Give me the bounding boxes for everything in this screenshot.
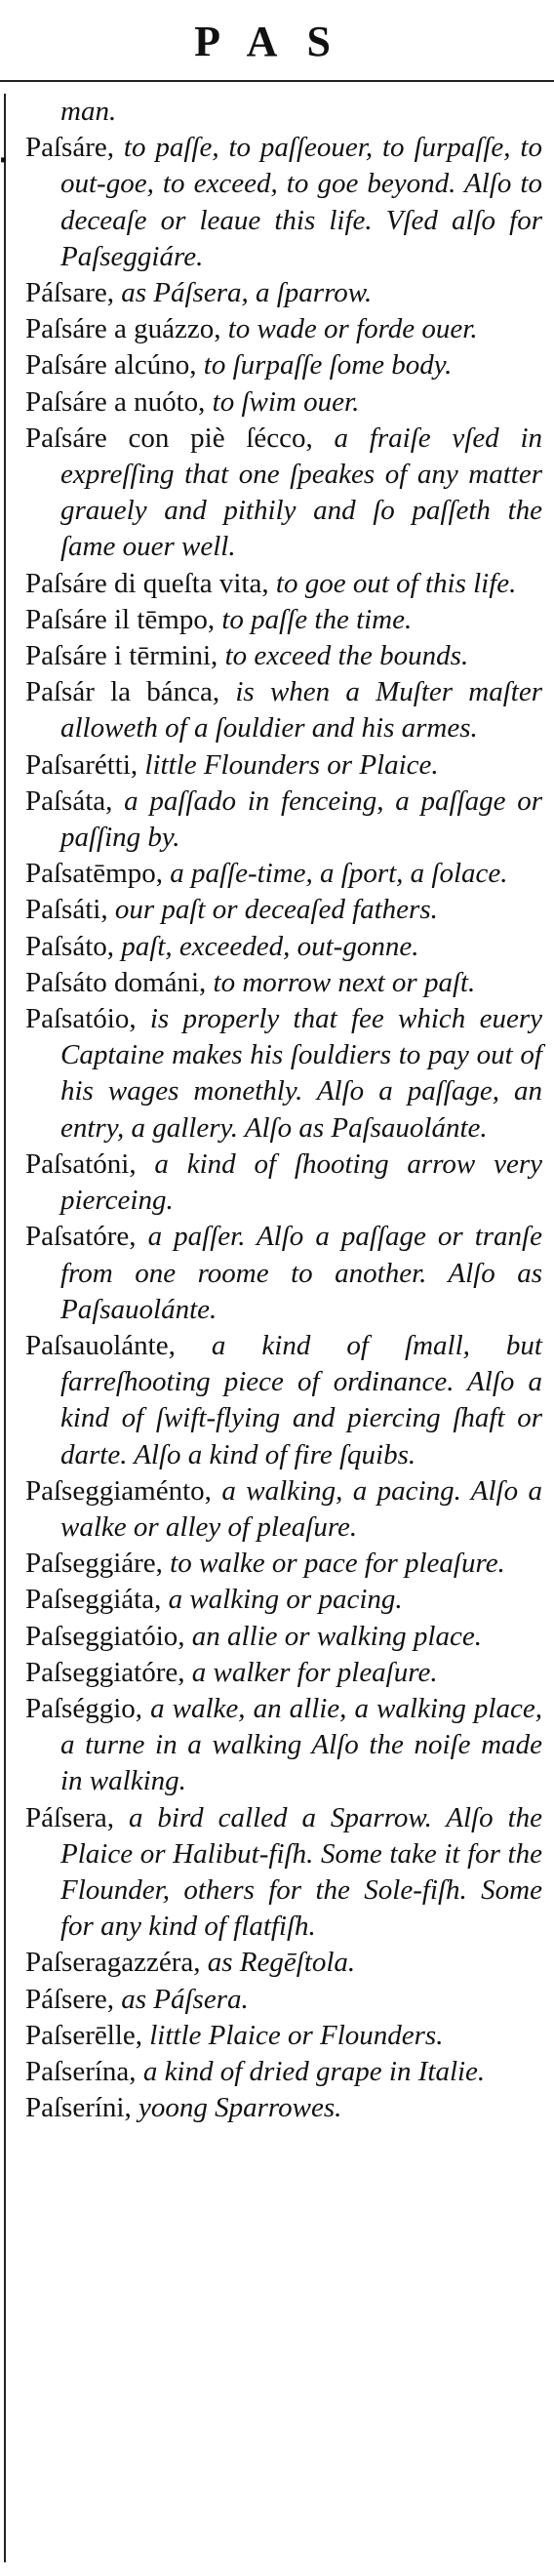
dictionary-entry (25, 1982, 542, 2018)
dictionary-entry (25, 892, 542, 928)
entry-headword: Páſsera, (25, 1801, 129, 1833)
dictionary-entry (25, 1328, 542, 1473)
entry-headword: Paſseggiáta, (25, 1584, 169, 1616)
entry-gloss: as Regēſtola. (207, 1947, 356, 1979)
entry-gloss: a kind of ſhooting arrow very pierceing. (60, 1147, 542, 1217)
entry-headword: Paſsár la bánca, (25, 676, 236, 708)
entry-headword: Paſsatēmpo, (25, 858, 171, 890)
entry-headword: Paſsáti, (25, 894, 115, 926)
entry-headword: Paſserēlle, (25, 2019, 150, 2051)
dictionary-entry (25, 1945, 542, 1981)
entry-gloss: to goe out of this life. (275, 567, 517, 599)
entry-headword: Paſsáre alcúno, (25, 349, 204, 382)
dictionary-entry (25, 929, 542, 965)
entry-headword: Paſséggio, (25, 1692, 151, 1724)
entry-headword: Paſseggiatóio, (25, 1620, 192, 1652)
entry-headword: Páſsere, (25, 1983, 122, 2015)
entry-gloss: as Páſsera, a ſparrow. (121, 277, 373, 309)
entry-headword: Paſseggiatóre, (25, 1656, 192, 1688)
entry-gloss: our paſt or deceaſed fathers. (114, 894, 438, 926)
dictionary-entry (25, 1655, 542, 1691)
entry-gloss: a walker for pleaſure. (191, 1656, 438, 1688)
entry-gloss: a kind of ſmall, but farreſhooting piece of ordinance. Alſo a kind of ſwift-flying and piercing ſhaft or darte. Alſo a kind of fire ſquibs. (60, 1329, 542, 1470)
header-rule (0, 80, 554, 82)
dictionary-entry (25, 638, 542, 674)
entry-gloss: a fraiſe vſed in expreſſing that one ſpeakes of any matter grauely and pithily and ſo paſſeth the ſame ouer well. (60, 422, 543, 563)
entry-gloss: a paſſer. Alſo a paſſage or tranſe from one roome to another. Alſo as Paſsauolánte. (60, 1221, 542, 1325)
dictionary-entry (25, 1147, 542, 1219)
entry-gloss: as Páſsera. (121, 1983, 249, 2015)
entry-headword: Paſsáto, (25, 930, 122, 962)
dictionary-entry (25, 674, 542, 746)
margin-mark: ▪ (0, 149, 8, 171)
entry-headword: Paſsáre a nuóto, (25, 385, 213, 418)
entry-headword: Paſsauolánte, (25, 1329, 212, 1361)
running-head: PAS (194, 18, 360, 65)
entry-gloss: to paſſe, to paſſeouer, to ſurpaſſe, to out-goe, to exceed, to goe beyond. Alſo to deceaſe or leaue this life. Vſed alſo for Paſseggiáre. (60, 132, 542, 272)
entry-gloss: to wade or forde ouer. (227, 313, 478, 345)
entry-gloss: a kind of dried grape in Italie. (142, 2055, 486, 2087)
dictionary-entry (25, 1219, 542, 1328)
entry-gloss: to exceed the bounds. (224, 640, 469, 672)
dictionary-entry (25, 130, 542, 275)
entry-gloss: is properly that fee which euery Captaine makes his ſouldiers to pay out of his wages monethly. Alſo a paſſage, an entry, a gallery. Alſo as Paſsauolánte. (60, 1003, 542, 1144)
dictionary-entry (25, 1691, 542, 1800)
entry-gloss: to paſſe the time. (221, 603, 413, 635)
dictionary-entry (25, 965, 542, 1001)
entry-headword: Paſsáre i tērmini, (25, 640, 225, 672)
entry-gloss: a walking or pacing. (168, 1584, 403, 1616)
entry-gloss: a bird called a Sparrow. Alſo the Plaice or Halibut-fiſh. Some take it for the Flounder, others for the Sole-fiſh. Some for any kind of flatfiſh. (60, 1801, 542, 1943)
dictionary-entry (25, 602, 542, 638)
entry-headword: Paſsáto dománi, (25, 966, 214, 998)
entry-gloss: little Flounders or Plaice. (144, 748, 439, 781)
entry-gloss: to ſurpaſſe ſome body. (203, 349, 453, 382)
entry-gloss: yoong Sparrowes. (138, 2092, 342, 2124)
entry-headword: Paſsáre il tēmpo, (25, 603, 222, 635)
entry-gloss: a walke, an allie, a walking place, a turne in a walking Alſo the noiſe made in walking. (60, 1692, 542, 1797)
dictionary-entry (25, 566, 542, 602)
entry-headword: Paſseggiaménto, (25, 1474, 222, 1507)
dictionary-entry (25, 1619, 542, 1655)
dictionary-entry (25, 856, 542, 892)
dictionary-entry (25, 1473, 542, 1546)
entry-gloss: a paſſado in fenceing, a paſſage or paſſing by. (60, 785, 542, 854)
entry-gloss: an allie or walking place. (191, 1620, 482, 1652)
dictionary-entry (25, 1546, 542, 1582)
dictionary-entry (25, 347, 542, 383)
entry-headword: Paſsatóni, (25, 1147, 155, 1180)
entry-gloss: a walking, a pacing. Alſo a walke or alley of pleaſure. (60, 1474, 542, 1543)
dictionary-entry (25, 2054, 542, 2090)
dictionary-column (25, 94, 542, 2126)
entry-gloss: paſt, exceeded, out-gonne. (121, 930, 419, 962)
dictionary-entry (25, 94, 542, 130)
entry-headword: Paſseggiáre, (25, 1548, 171, 1580)
entry-gloss: to morrow next or paſt. (213, 966, 476, 998)
entry-headword: Paſsáre con piè ſécco, (25, 422, 335, 454)
dictionary-entry (25, 275, 542, 311)
entry-gloss: is when a Muſter maſter alloweth of a ſouldier and his armes. (60, 676, 543, 745)
entry-headword: Paſsáta, (25, 785, 125, 817)
entry-headword: Paſsáre di queſta vita, (25, 567, 276, 599)
dictionary-entry (25, 2018, 542, 2054)
entry-headword: Paſsáre, (25, 132, 124, 164)
entry-headword: Paſsatóio, (25, 1003, 150, 1035)
entry-gloss: a paſſe-time, a ſport, a ſolace. (170, 858, 508, 890)
dictionary-entry (25, 311, 542, 347)
dictionary-entry (25, 384, 542, 421)
dictionary-entry (25, 2090, 542, 2126)
column-rule (4, 94, 6, 2562)
dictionary-entry (25, 747, 542, 784)
entry-gloss: to ſwim ouer. (212, 385, 360, 418)
dictionary-entry (25, 1001, 542, 1147)
entry-headword: Paſseríni, (25, 2092, 138, 2124)
entry-headword: Paſseragazzéra, (25, 1947, 208, 1979)
dictionary-entry (25, 1582, 542, 1618)
entry-headword: Paſsáre a guázzo, (25, 313, 228, 345)
entry-gloss: man. (60, 96, 117, 127)
entry-gloss: little Plaice or Flounders. (149, 2019, 444, 2051)
entry-headword: Páſsare, (25, 277, 122, 309)
entry-gloss: to walke or pace for pleaſure. (170, 1548, 505, 1580)
dictionary-entry (25, 421, 542, 566)
entry-headword: Paſsarétti, (25, 748, 145, 781)
entry-headword: Paſserína, (25, 2055, 143, 2087)
entry-headword: Paſsatóre, (25, 1221, 148, 1253)
dictionary-entry (25, 1800, 542, 1946)
dictionary-entry (25, 784, 542, 856)
